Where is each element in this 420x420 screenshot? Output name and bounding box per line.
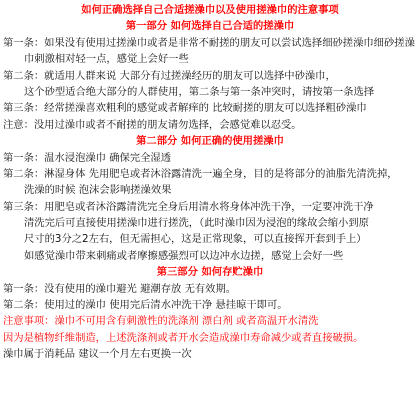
part1-line-4: 这个砂型适合绝大部分的人群使用，第二条与第一条冲突时，请按第一条选择 (24, 85, 375, 98)
part3-line-2: 第二条：使用过的澡巾 使用完后清水冲洗干净 悬挂晾干即可。 (3, 299, 288, 312)
notice-line-2: 因为是植物纤维制造，上述洗涤剂或者开水会造成澡巾寿命减少或者直接破损。 (3, 331, 364, 344)
part1-line-1: 第一条：如果没有使用过搓澡巾或者是非常不耐搓的朋友可以尝试选择细砂搓澡巾细砂搓澡 (3, 36, 415, 49)
part1-line-3: 第二条：就适用人群来说 大部分有过搓澡经历的朋友可以选择中砂澡巾， (3, 69, 336, 82)
part2-line-6: 尺寸的3分之2左右，但无需担心，这是正常现象，可以直接挥开套到手上） (24, 233, 367, 246)
page-title: 如何正确选择自己合适搓澡巾以及使用搓澡巾的注意事项 (81, 4, 339, 16)
part2-heading: 第二部分 如何正确的使用搓澡巾 (136, 135, 284, 148)
part1-heading: 第一部分 如何选择自己合适的搓澡巾 (125, 20, 295, 33)
part2-line-5: 清洗完后可直接使用搓澡巾进行搓洗，（此时澡巾因为浸泡的缘故会缩小到原 (24, 217, 369, 230)
part1-line-2: 巾刺激相对轻一点，感觉上会好一些 (24, 53, 189, 66)
part2-line-4: 第三条：用肥皂或者沐浴露清洗完全身后用清水将身体冲洗干净，一定要冲洗干净 (3, 200, 374, 213)
part1-line-5: 第三条：经常搓澡喜欢粗利的感觉或者解痒的 比较耐搓的朋友可以选择粗砂澡巾 (3, 102, 367, 115)
part2-line-3: 洗澡的时候 泡沫会影响搓澡效果 (24, 184, 172, 197)
part2-line-7: 如感觉澡巾带来刺痛或者摩擦感强烈可以边冲水边搓，感觉上会好一些 (24, 249, 344, 262)
part3-heading: 第三部分 如何存贮澡巾 (156, 266, 264, 279)
notice-line-1: 注意事项：澡巾不可用含有刺激性的洗涤剂 漂白剂 或者高温开水清洗 (3, 315, 319, 328)
part1-line-6: 注意：没用过澡巾或者不耐搓的朋友请勿选择，会感觉难以忍受。 (3, 118, 302, 131)
footer-note: 澡巾属于消耗品 建议一个月左右更换一次 (3, 348, 192, 361)
part2-line-2: 第二条：淋湿身体 先用肥皂或者沐浴露清洗一遍全身，目的是将部分的油脂先清洗掉， (3, 167, 398, 180)
part3-line-1: 第一条：没有使用的澡巾避光 避潮存放 无有效期。 (3, 282, 237, 295)
part2-line-1: 第一条：温水浸泡澡巾 确保完全湿透 (3, 151, 172, 164)
